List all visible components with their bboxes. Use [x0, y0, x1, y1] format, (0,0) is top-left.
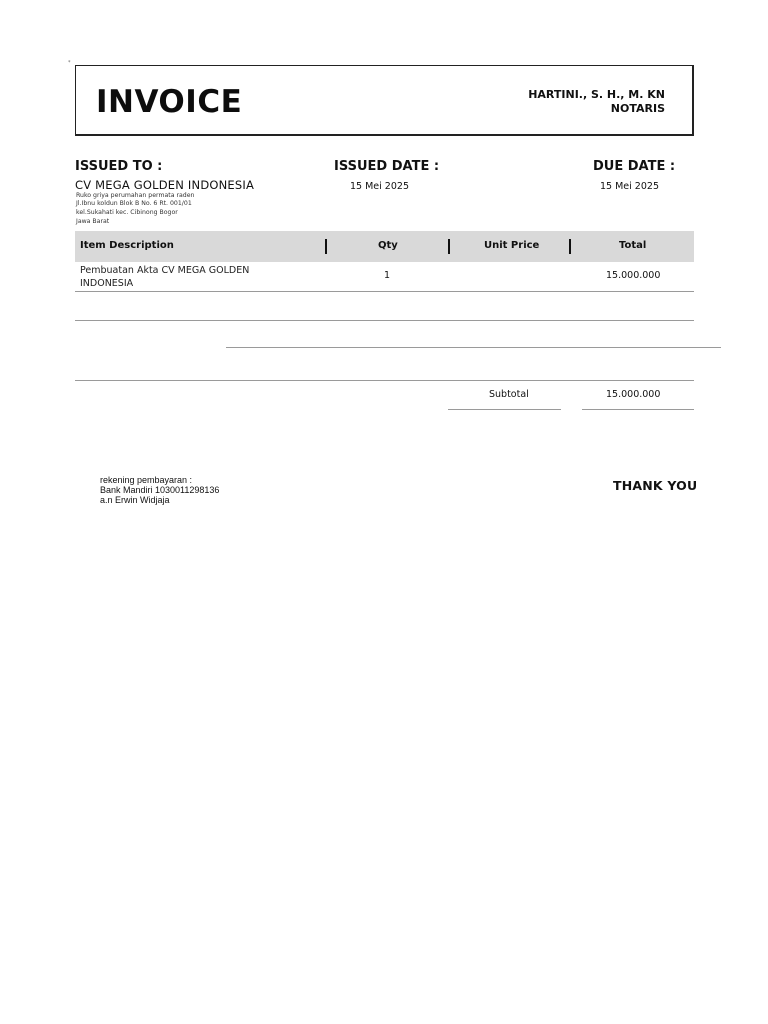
column-divider: [569, 239, 571, 254]
thank-you-text: THANK YOU: [613, 478, 698, 493]
due-date-value: 15 Mei 2025: [600, 181, 659, 192]
notary-block: [528, 88, 665, 116]
subtotal-label-underline: [448, 409, 561, 410]
row-divider: [75, 320, 694, 321]
item-total: 15.000.000: [606, 270, 661, 281]
column-header-total: Total: [619, 240, 647, 251]
row-divider: [75, 380, 694, 381]
column-header-unit-price: Unit Price: [484, 240, 540, 251]
column-divider: [448, 239, 450, 254]
issued-date-heading: ISSUED DATE :: [334, 159, 440, 174]
client-address-line: kel.Sukahati kec. Cibinong Bogor: [76, 209, 178, 216]
column-divider: [325, 239, 327, 254]
column-header-qty: Qty: [378, 240, 398, 251]
due-date-heading: DUE DATE :: [593, 159, 676, 174]
notary-title: NOTARIS: [610, 102, 665, 115]
corner-mark: *: [68, 60, 71, 66]
invoice-header-box: [75, 65, 694, 136]
client-address-line: Ruko griya perumahan permata raden: [76, 192, 195, 199]
subtotal-value-underline: [582, 409, 694, 410]
row-divider: [226, 347, 721, 348]
issued-to-heading: ISSUED TO :: [75, 159, 163, 174]
payment-line: rekening pembayaran :: [100, 475, 193, 485]
subtotal-label: Subtotal: [489, 389, 529, 400]
notary-name: HARTINI., S. H., M. KN: [528, 88, 665, 101]
client-address-line: Jawa Barat: [76, 218, 110, 225]
invoice-title: INVOICE: [96, 84, 243, 120]
payment-line: a.n Erwin Widjaja: [100, 495, 170, 505]
client-address-line: Jl.Ibnu koldun Blok B No. 6 Rt. 001/01: [76, 200, 192, 207]
subtotal-value: 15.000.000: [606, 389, 661, 400]
payment-line: Bank Mandiri 1030011298136: [100, 485, 220, 495]
item-qty: 1: [384, 270, 391, 281]
column-header-item-description: Item Description: [80, 240, 174, 251]
client-name: CV MEGA GOLDEN INDONESIA: [75, 178, 255, 192]
items-table-header: [75, 231, 694, 262]
payment-info: [100, 475, 219, 505]
issued-date-value: 15 Mei 2025: [350, 181, 409, 192]
item-description: Pembuatan Akta CV MEGA GOLDEN INDONESIA: [80, 265, 250, 289]
row-divider: [75, 291, 694, 292]
